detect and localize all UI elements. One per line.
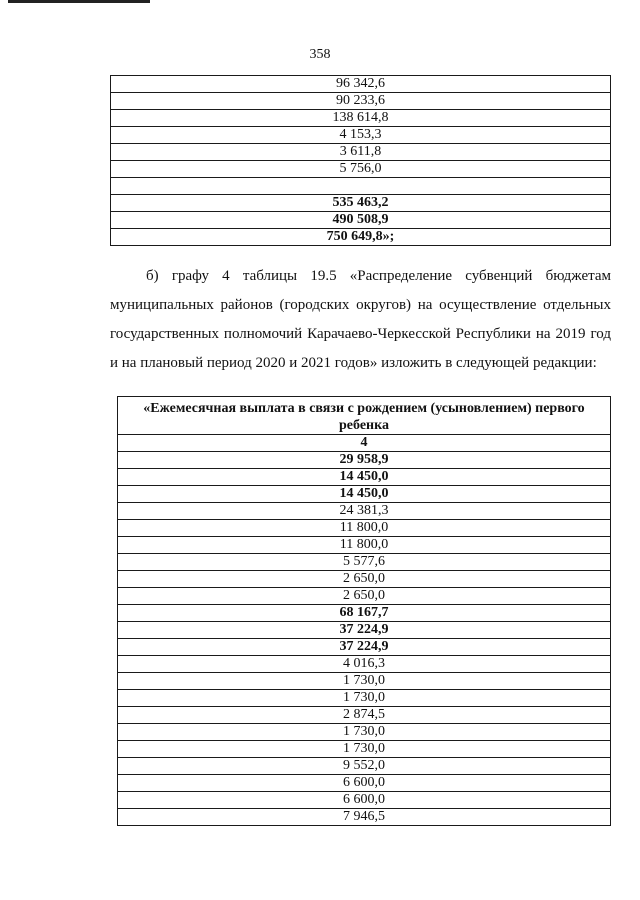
table-row xyxy=(111,127,611,144)
table-cell: 6 600,0 xyxy=(118,775,611,792)
column-number-row xyxy=(118,435,611,452)
table-row xyxy=(118,554,611,571)
table-cell: 4 016,3 xyxy=(118,656,611,673)
scan-edge-mark xyxy=(8,0,150,3)
table-row xyxy=(118,724,611,741)
table-cell: 2 650,0 xyxy=(118,588,611,605)
table-row xyxy=(118,741,611,758)
table-cell xyxy=(111,178,611,195)
table-cell: 11 800,0 xyxy=(118,537,611,554)
table-row xyxy=(118,452,611,469)
table-row xyxy=(118,605,611,622)
page-number: 358 xyxy=(309,47,331,62)
table-cell: 5 756,0 xyxy=(111,161,611,178)
table-cell: 535 463,2 xyxy=(111,195,611,212)
table-cell: 1 730,0 xyxy=(118,673,611,690)
table-cell: 14 450,0 xyxy=(118,469,611,486)
table-cell: 138 614,8 xyxy=(111,110,611,127)
table-row xyxy=(118,520,611,537)
table-row xyxy=(111,229,611,246)
column-number: 4 xyxy=(118,435,611,452)
table-cell: 24 381,3 xyxy=(118,503,611,520)
table-row xyxy=(111,212,611,229)
subvention-table-body xyxy=(118,397,611,826)
table-cell: 4 153,3 xyxy=(111,127,611,144)
table-row xyxy=(118,486,611,503)
table-row xyxy=(118,690,611,707)
table-row xyxy=(111,93,611,110)
table-row xyxy=(111,195,611,212)
table-row xyxy=(118,622,611,639)
continued-values-body xyxy=(111,76,611,246)
table-cell: 37 224,9 xyxy=(118,622,611,639)
table-row xyxy=(118,469,611,486)
table-row xyxy=(118,571,611,588)
amendment-text: б) графу 4 таблицы 19.5 «Распределение субвенций бюджетам муниципальных районов (городских округов) на осуществление отдельных государственных полномочий Карачаево-Черкесской Республики на 2019 год и на плановый период 2020 и 2021 годов» изложить в следующей редакции: xyxy=(110,268,611,371)
table-cell: 490 508,9 xyxy=(111,212,611,229)
table-cell: 2 874,5 xyxy=(118,707,611,724)
table-row xyxy=(118,503,611,520)
table-cell: 37 224,9 xyxy=(118,639,611,656)
table-cell: 7 946,5 xyxy=(118,809,611,826)
table-cell: 1 730,0 xyxy=(118,724,611,741)
table-row xyxy=(118,537,611,554)
table-cell: 1 730,0 xyxy=(118,741,611,758)
table-cell: 3 611,8 xyxy=(111,144,611,161)
table-cell: 750 649,8»; xyxy=(111,229,611,246)
table-row xyxy=(111,144,611,161)
table-row xyxy=(111,76,611,93)
table-row xyxy=(118,758,611,775)
table-row xyxy=(111,178,611,195)
table-cell: 2 650,0 xyxy=(118,571,611,588)
table-cell: 29 958,9 xyxy=(118,452,611,469)
column-header: «Ежемесячная выплата в связи с рождением (усыновлением) первого ребенка xyxy=(118,397,611,435)
table-row xyxy=(118,639,611,656)
table-header-row xyxy=(118,397,611,435)
table-cell: 6 600,0 xyxy=(118,792,611,809)
table-cell: 96 342,6 xyxy=(111,76,611,93)
table-cell: 68 167,7 xyxy=(118,605,611,622)
subvention-table xyxy=(117,396,611,826)
table-cell: 9 552,0 xyxy=(118,758,611,775)
table-row xyxy=(118,792,611,809)
table-row xyxy=(118,673,611,690)
table-cell: 90 233,6 xyxy=(111,93,611,110)
table-cell: 1 730,0 xyxy=(118,690,611,707)
table-row xyxy=(118,588,611,605)
table-row xyxy=(118,656,611,673)
table-cell: 11 800,0 xyxy=(118,520,611,537)
continued-values-table xyxy=(110,75,611,246)
table-row xyxy=(118,707,611,724)
table-row xyxy=(111,110,611,127)
table-cell: 14 450,0 xyxy=(118,486,611,503)
amendment-paragraph xyxy=(110,262,611,378)
table-cell: 5 577,6 xyxy=(118,554,611,571)
table-row xyxy=(118,809,611,826)
table-row xyxy=(118,775,611,792)
table-row xyxy=(111,161,611,178)
